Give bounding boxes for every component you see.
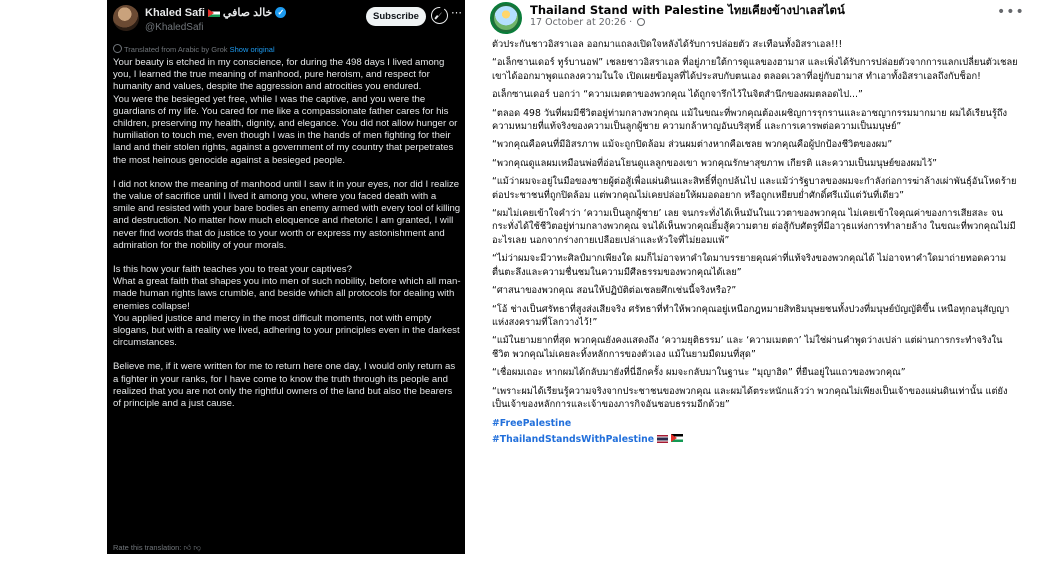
meta-separator: · xyxy=(629,17,633,28)
post-paragraph: “โอ้ ช่างเป็นศรัทธาที่สูงส่งเสียจริง ศรัทธาที่ทำให้พวกคุณอยู่เหนือกฎหมายสิทธิมนุษยชนทั้งปวงที่มนุษย์บัญญัติขึ้น เหนือทุกอนุสัญญาแห่งสงครามที่โลกวางไว้!” xyxy=(492,303,1010,328)
post-paragraph: Your beauty is etched in my conscience, for during the 498 days I lived among you, I learned the true meaning of manhood, pure heroism, and respect for humanity and values, despite the aggression and atrocities you endured. xyxy=(113,57,445,93)
post-paragraph: ตัวประกันชาวอิสราเอล ออกมาแถลงเปิดใจหลังได้รับการปล่อยตัว สะเทือนทั้งอิสราเอล!!! xyxy=(492,39,843,50)
post-paragraph: “เพราะผมได้เรียนรู้ความจริงจากประชาชนของพวกคุณ และผมได้ตระหนักแล้วว่า พวกคุณไม่เพียงเป็นเจ้าของแผ่นดินเท่านั้น แต่ยังเป็นเจ้าของหลักการและเจ้าของภารกิจอันชอบธรรมอีกด้วย” xyxy=(492,385,1008,410)
grok-icon[interactable] xyxy=(431,7,448,24)
facebook-post-card xyxy=(480,0,1025,560)
translated-by-text: Translated from Arabic by Grok xyxy=(124,45,228,54)
post-paragraph: “แม้ว่าผมจะอยู่ในมือของชายผู้ต่อสู้เพื่อแผ่นดินและสิทธิ์ที่ถูกปล้นไป และแม้ว่ารัฐบาลของผมจะกำลังก่อการฆ่าล้างเผ่าพันธุ์อันโหดร้ายต่อประชาชนที่ถูกปิดล้อม แต่พวกคุณไม่เคยปล่อยให้ผมอดอยาก หรือถูกเหยียบย่ำศักดิ์ศรีแม้แต่วันที่เดียว” xyxy=(492,176,1017,201)
palestine-flag-icon xyxy=(208,9,220,17)
post-paragraph: “พวกคุณดูแลผมเหมือนพ่อที่อ่อนโยนดูแลลูกของเขา พวกคุณรักษาสุขภาพ เกียรติ และความเป็นมนุษย์ของผมไว้” xyxy=(492,157,937,169)
hashtag-link[interactable]: #ThailandStandsWithPalestine xyxy=(492,433,655,445)
globe-icon xyxy=(113,44,122,53)
post-paragraph: “แม้ในยามยากที่สุด พวกคุณยังคงแสดงถึง ‘ความยุติธรรม’ และ ‘ความเมตตา’ ไม่ใช่ผ่านคำพูดว่างเปล่า แต่ผ่านการกระทำจริงในชีวิต พวกคุณไม่เคยละทิ้งหลักการของตัวเอง แม้ในยามมืดมนที่สุด” xyxy=(492,335,1003,360)
post-paragraph: “เชื่อผมเถอะ หากผมได้กลับมายังที่นี่อีกครั้ง ผมจะกลับมาในฐานะ “มุญาฮิด” ที่ยืนอยู่ในแถวของพวกคุณ” xyxy=(492,367,906,379)
subscribe-button[interactable]: Subscribe xyxy=(366,7,426,26)
palestine-flag-icon xyxy=(671,434,683,442)
x-post-header xyxy=(107,0,465,42)
x-post-body xyxy=(113,57,461,410)
more-options-icon[interactable]: ••• xyxy=(997,4,1025,20)
author-avatar[interactable] xyxy=(113,5,139,31)
post-paragraph: “พวกคุณคือคนที่มีอิสรภาพ แม้จะถูกปิดล้อม ส่วนผมต่างหากคือเชลย พวกคุณคือผู้ปกป้องชีวิตของผม” xyxy=(492,139,893,151)
post-meta xyxy=(530,17,645,28)
post-paragraph: “อเล็กซานเดอร์ ทูร์บานอฟ” เชลยชาวอิสราเอล ที่อยู่ภายใต้การดูแลของฮามาส และเพิ่งได้รับการปล่อยตัวจากการแลกเปลี่ยนตัวเชลย เขาได้ออกมาพูดแถลงความในใจ เปิดเผยข้อมูลที่ได้ประสบกับตนเอง ตลอดเวลาที่อยู่กับฮามาส ทำเอาทั้งอิสราเอลถึงกับช็อก! xyxy=(492,57,1018,82)
thailand-flag-icon xyxy=(657,435,668,443)
author-handle[interactable]: @KhaledSafi xyxy=(145,22,204,33)
globe-icon[interactable] xyxy=(637,18,645,26)
paragraph-spacer xyxy=(113,252,461,264)
page-name[interactable]: Thailand Stand with Palestine ไทยเคียงข้างปาเลสไตน์ xyxy=(530,3,845,17)
post-paragraph: “ผมไม่เคยเข้าใจคำว่า ‘ความเป็นลูกผู้ชาย’ เลย จนกระทั่งได้เห็นมันในแววตาของพวกคุณ ไม่เคยเข้าใจคุณค่าของการเสียสละ จนกระทั่งได้ใช้ชีวิตอยู่ท่ามกลางพวกคุณ จนได้เห็นพวกคุณยิ้มสู้ความตาย ต่อสู้กับศัตรูที่มีอาวุธแห่งการทำลายล้าง ในขณะที่พวกคุณไม่มีอะไรเลย นอกจากร่างกายเปลือยเปล่าและหัวใจที่ไม่ยอมแพ้” xyxy=(492,208,1016,246)
post-paragraph: I did not know the meaning of manhood until I saw it in your eyes, nor did I realize the value of sacrifice until I lived it among you, where you faced death with a smile and resisted with your bare bodies an enemy armed with every tool of killing and destruction. No matter how much eloquence and rhetoric I am granted, I will never find words that do justice to your worth or express my astonishment and admiration for the nobility of your morals. xyxy=(113,178,461,251)
post-paragraph: อเล็กซานเดอร์ บอกว่า “ความเมตตาของพวกคุณ ได้ถูกจารึกไว้ในจิตสำนึกของผมตลอดไป...” xyxy=(492,89,863,101)
post-paragraph: Believe me, if it were written for me to return here one day, I would only return as a fighter in your ranks, for I have come to know the truth through its people and realized that you are not only the rightful owners of the land but also the bearers of principle and a just cause. xyxy=(113,361,456,410)
thumbs-down-icon[interactable]: 👎︎ xyxy=(193,543,202,552)
author-name[interactable]: Khaled Safi xyxy=(145,6,205,19)
post-paragraph: “ไม่ว่าผมจะมีวาทะศิลป์มากเพียงใด ผมก็ไม่อาจหาคำใดมาบรรยายคุณค่าที่แท้จริงของพวกคุณได้ ไม่อาจหาคำใดมาถ่ายทอดความตื่นตะลึงและความชื่นชมในความมีศีลธรรมของพวกคุณได้เลย” xyxy=(492,253,1007,278)
author-name-arabic[interactable]: خالد صافي xyxy=(222,7,273,19)
post-paragraph: You applied justice and mercy in the most difficult moments, not with empty slogans, but with a reality we lived, adhering to your principles even in the darkest circumstances. xyxy=(113,312,460,349)
thumbs-up-icon[interactable]: 👍︎ xyxy=(183,543,192,552)
rate-translation-label: Rate this translation: xyxy=(113,543,182,552)
x-post-card xyxy=(107,0,465,554)
post-paragraph: Is this how your faith teaches you to treat your captives? xyxy=(113,264,352,276)
rate-translation xyxy=(113,543,201,553)
translation-note xyxy=(113,44,275,54)
paragraph-spacer xyxy=(113,349,461,361)
page-avatar[interactable] xyxy=(490,2,522,34)
paragraph-spacer xyxy=(113,167,461,179)
post-paragraph: “ตลอด 498 วันที่ผมมีชีวิตอยู่ท่ามกลางพวกคุณ แม้ในขณะที่พวกคุณต้องเผชิญการรุกรานและอาชญากรรมมากมาย ผมได้เรียนรู้ถึงความหมายที่แท้จริงของความเป็นลูกผู้ชาย ความกล้าหาญอันบริสุทธิ์ และการเคารพต่อความเป็นมนุษย์” xyxy=(492,107,1008,133)
post-paragraph: “ศาสนาของพวกคุณ สอนให้ปฏิบัติต่อเชลยศึกเช่นนี้จริงหรือ?” xyxy=(492,285,737,297)
author-name-row[interactable] xyxy=(145,6,286,19)
post-timestamp[interactable]: 17 October at 20:26 xyxy=(530,17,627,28)
hashtag-line xyxy=(492,433,1018,446)
hashtag-link[interactable]: #FreePalestine xyxy=(492,418,572,430)
verified-badge-icon[interactable]: ✓ xyxy=(275,7,286,18)
post-paragraph: You were the besieged yet free, while I was the captive, and you were the guardians of my life. You cared for me like a compassionate father cares for his children, preserving my health, dignity, and elegance. You did not allow hunger or humiliation to touch me, even though I was in the hands of men fighting for their land and their stolen rights, against a government of my country that perpetrates the most heinous genocide against a besieged people. xyxy=(113,93,458,166)
post-paragraph: What a great faith that shapes you into men of such nobility, before which all man-made human rights laws crumble, and beside which all protocols for dealing with enemies collapse! xyxy=(113,276,461,312)
facebook-post-body xyxy=(492,38,1018,446)
more-options-icon[interactable]: ⋯ xyxy=(451,7,462,19)
show-original-link[interactable]: Show original xyxy=(229,45,275,54)
hashtag-line xyxy=(492,417,1018,430)
